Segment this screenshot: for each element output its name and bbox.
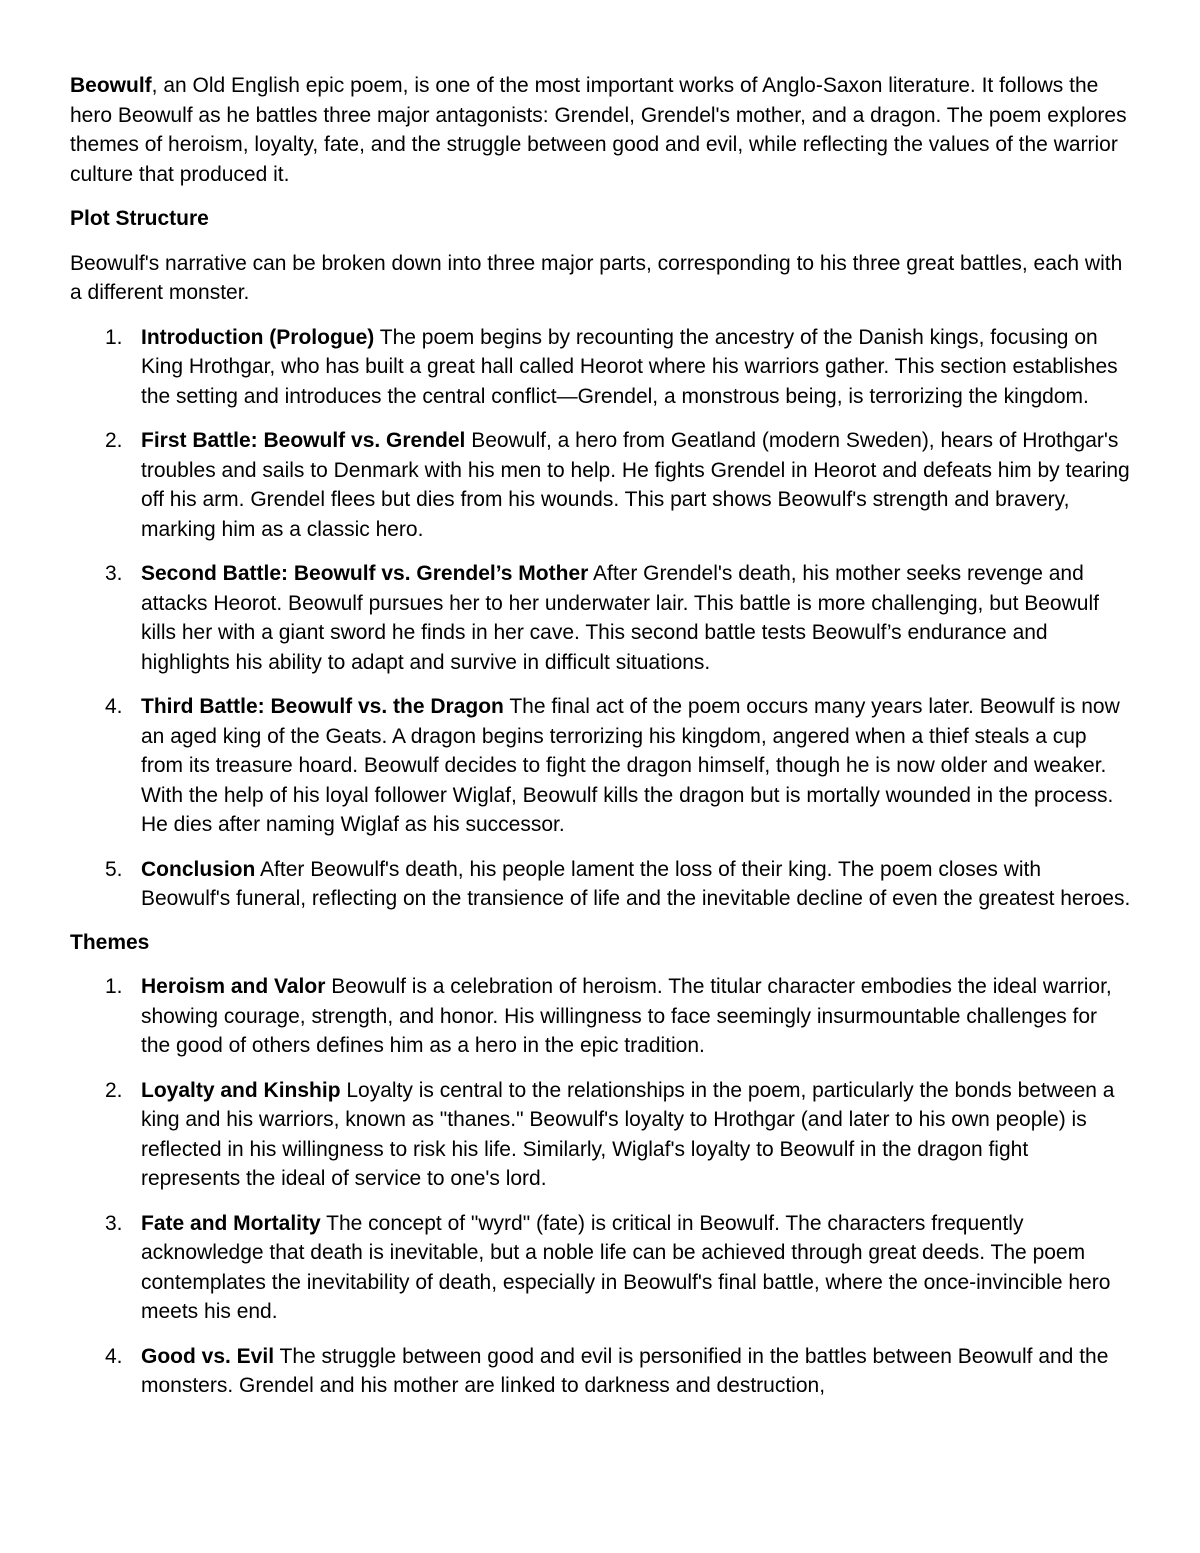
list-number: 2. <box>105 429 123 452</box>
list-item-title: First Battle: Beowulf vs. Grendel <box>141 429 466 452</box>
list-item-title: Fate and Mortality <box>141 1211 321 1235</box>
themes-heading: Themes <box>70 930 150 954</box>
list-item-title: Loyalty and Kinship <box>141 1078 341 1102</box>
list-number: 1. <box>105 325 123 349</box>
list-item <box>70 1076 1132 1194</box>
list-item-title: Good vs. Evil <box>141 1344 275 1368</box>
list-item-title: Second Battle: Beowulf vs. Grendel’s Mother <box>141 562 589 585</box>
intro-title-word: Beowulf <box>70 74 152 97</box>
list-number: 1. <box>105 975 123 998</box>
list-item-text: The poem begins by recounting the ancestry of the Danish kings, focusing on King Hrothgar, who has built a great hall called Heorot where his warriors gather. This section establishes the setting and introduces the central conflict—Grendel, a monstrous being, is terrorizing the kingdom. <box>141 325 1118 408</box>
list-item-text: After Beowulf's death, his people lament the loss of their king. The poem closes with Beowulf's funeral, reflecting on the transience of life and the inevitable decline of even the greatest heroes. <box>141 857 1131 910</box>
list-item-text: The struggle between good and evil is personified in the battles between Beowulf and the monsters. Grendel and his mother are linked to darkness and destruction, <box>141 1344 1109 1397</box>
list-item <box>70 692 1132 840</box>
plot-structure-list <box>70 323 1132 914</box>
list-item-title: Third Battle: Beowulf vs. the Dragon <box>141 695 504 718</box>
plot-structure-intro: Beowulf's narrative can be broken down into three major parts, corresponding to his three great battles, each with a different monster. <box>70 251 1123 304</box>
intro-paragraph <box>70 71 1132 189</box>
list-item <box>70 972 1132 1061</box>
list-item-text: Loyalty is central to the relationships in the poem, particularly the bonds between a king and his warriors, known as "thanes." Beowulf's loyalty to Hrothgar (and later to his own people) is reflected in his willingness to risk his life. Similarly, Wiglaf's loyalty to Beowulf in the dragon fight represents the ideal of service to one's lord. <box>141 1078 1115 1190</box>
document-page <box>70 71 1132 1415</box>
list-item <box>70 1342 1132 1401</box>
themes-list <box>70 972 1132 1401</box>
list-item <box>70 426 1132 544</box>
list-item-text: After Grendel's death, his mother seeks revenge and attacks Heorot. Beowulf pursues her to her underwater lair. This battle is more challenging, but Beowulf kills her with a giant sword he finds in her cave. This second battle tests Beowulf’s endurance and highlights his ability to adapt and survive in difficult situations. <box>141 562 1099 674</box>
list-item-title: Conclusion <box>141 857 256 881</box>
list-item-title: Introduction (Prologue) <box>141 325 375 349</box>
intro-text: , an Old English epic poem, is one of the most important works of Anglo-Saxon literature. It follows the hero Beowulf as he battles three major antagonists: Grendel, Grendel's mother, and a dragon. The poem explores themes of heroism, loyalty, fate, and the struggle between good and evil, while reflecting the values of the warrior culture that produced it. <box>70 74 1127 186</box>
plot-structure-heading: Plot Structure <box>70 207 209 230</box>
list-item-text: Beowulf is a celebration of heroism. The titular character embodies the ideal warrior, showing courage, strength, and honor. His willingness to face seemingly insurmountable challenges for the good of others defines him as a hero in the epic tradition. <box>141 975 1112 1057</box>
list-number: 3. <box>105 562 123 585</box>
list-number: 4. <box>105 1344 123 1368</box>
list-item-title: Heroism and Valor <box>141 975 326 998</box>
list-item-text: Beowulf, a hero from Geatland (modern Sweden), hears of Hrothgar's troubles and sails to Denmark with his men to help. He fights Grendel in Heorot and defeats him by tearing off his arm. Grendel flees but dies from his wounds. This part shows Beowulf's strength and bravery, marking him as a classic hero. <box>141 429 1130 541</box>
list-item <box>70 323 1132 412</box>
list-item <box>70 855 1132 914</box>
list-item <box>70 559 1132 677</box>
list-number: 4. <box>105 695 123 718</box>
list-number: 2. <box>105 1078 123 1102</box>
list-number: 5. <box>105 857 123 881</box>
list-number: 3. <box>105 1211 123 1235</box>
list-item-text: The concept of "wyrd" (fate) is critical in Beowulf. The characters frequently acknowledge that death is inevitable, but a noble life can be achieved through great deeds. The poem contemplates the inevitability of death, especially in Beowulf's final battle, where the once-invincible hero meets his end. <box>141 1211 1111 1323</box>
list-item-text: The final act of the poem occurs many years later. Beowulf is now an aged king of the Geats. A dragon begins terrorizing his kingdom, angered when a thief steals a cup from its treasure hoard. Beowulf decides to fight the dragon himself, though he is now older and weaker. With the help of his loyal follower Wiglaf, Beowulf kills the dragon but is mortally wounded in the process. He dies after naming Wiglaf as his successor. <box>141 695 1120 836</box>
list-item <box>70 1209 1132 1327</box>
